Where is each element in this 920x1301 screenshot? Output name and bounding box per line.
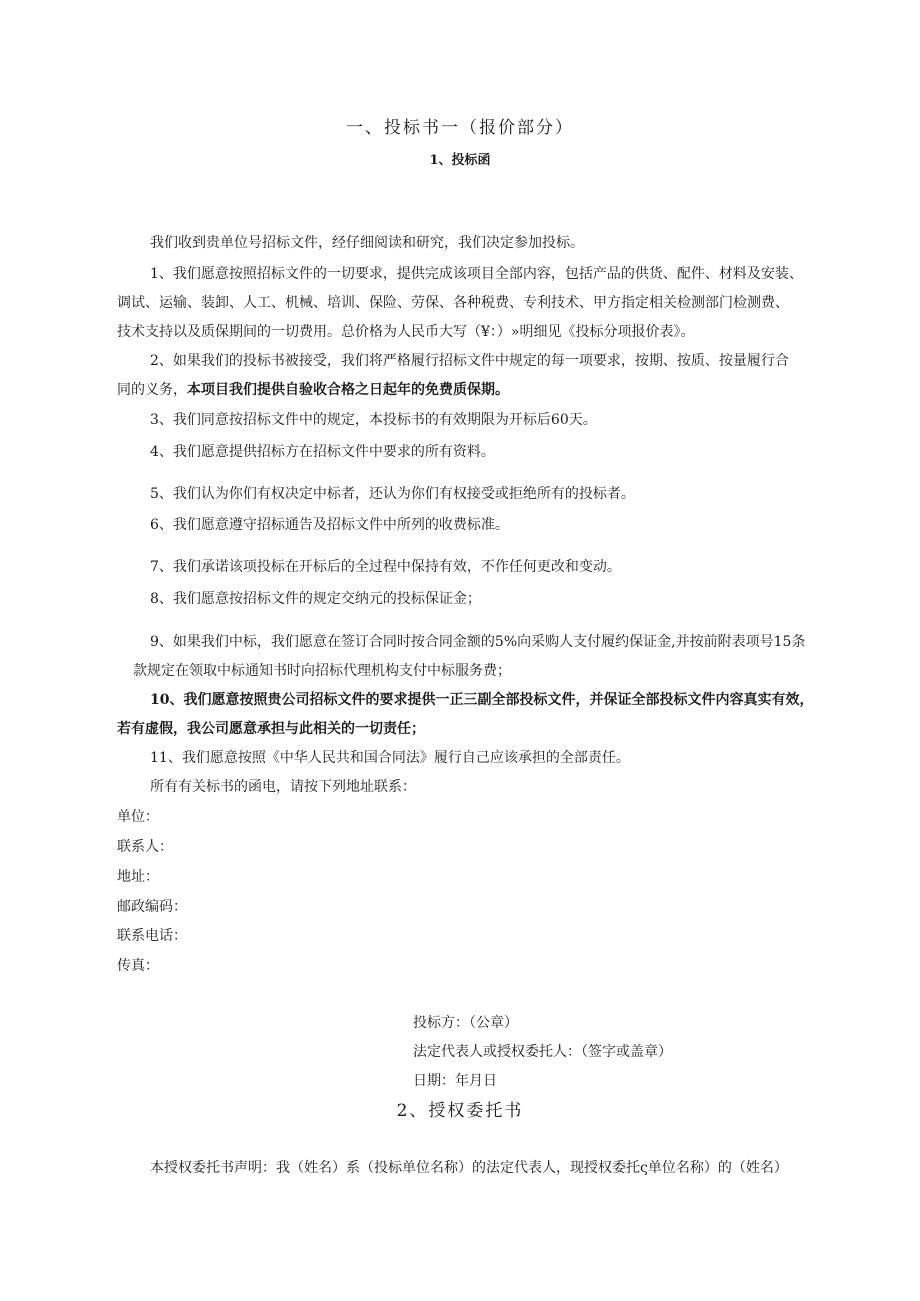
- item-2-line-1: 2、如果我们的投标书被接受，我们将严格履行招标文件中规定的每一项要求，按期、按质、按量履行合: [150, 353, 789, 369]
- section-heading: 一、投标书一（报价部分）: [346, 118, 574, 138]
- subsection-heading: 1、投标函: [429, 153, 491, 168]
- item-1-line-2: 调试、运输、装卸、人工、机械、培训、保险、劳保、各种税费、专利技术、甲方指定相关检测部门检测费、: [117, 295, 789, 311]
- contact-fax-label: 传真：: [117, 958, 159, 974]
- item-11: 11、我们愿意按照《中华人民共和国合同法》履行自己应该承担的全部责任。: [150, 750, 630, 766]
- item-7: 7、我们承诺该项投标在开标后的全过程中保持有效，不作任何更改和变动。: [150, 559, 621, 575]
- item-3: 3、我们同意按招标文件中的规定，本投标书的有效期限为开标后60天。: [150, 412, 597, 428]
- contact-postcode-label: 邮政编码：: [117, 899, 187, 915]
- item-9-line-1: 9、如果我们中标，我们愿意在签订合同时按合同金额的5%向采购人支付履约保证金,并按前附表项号15条: [150, 634, 806, 650]
- item-10-line-2: 若有虚假，我公司愿意承担与此相关的一切责任；: [117, 721, 425, 737]
- item-5: 5、我们认为你们有权决定中标者，还认为你们有权接受或拒绝所有的投标者。: [150, 486, 635, 502]
- contact-address-label: 地址：: [117, 869, 159, 885]
- section-2-paragraph: 本授权委托书声明：我（姓名）系（投标单位名称）的法定代表人，现授权委托ς单位名称）的（姓名）: [150, 1160, 788, 1176]
- item-6: 6、我们愿意遵守招标通告及招标文件中所列的收费标准。: [150, 517, 509, 533]
- contact-intro: 所有有关标书的函电，请按下列地址联系：: [150, 779, 416, 795]
- signature-representative: 法定代表人或授权委托人：（签字或盖章）: [413, 1044, 672, 1060]
- item-8: 8、我们愿意按招标文件的规定交纳元的投标保证金；: [150, 591, 481, 607]
- contact-phone-label: 联系电话：: [117, 928, 187, 944]
- item-9-line-2: 款规定在领取中标通知书时向招标代理机构支付中标服务费；: [133, 663, 511, 679]
- contact-person-label: 联系人：: [117, 839, 173, 855]
- item-2-text: 同的义务，: [117, 382, 187, 398]
- intro-paragraph: 我们收到贵单位号招标文件，经仔细阅读和研究，我们决定参加投标。: [150, 235, 584, 251]
- item-1-line-3: 技术支持以及质保期间的一切费用。总价格为人民币大写（¥：）»明细见《投标分项报价表》。: [117, 324, 695, 340]
- signature-date: 日期：年月日: [413, 1073, 497, 1089]
- item-10-line-1: 10、我们愿意按照贵公司招标文件的要求提供一正三副全部投标文件，并保证全部投标文件内容真实有效，: [150, 692, 814, 708]
- section-2-heading: 2、授权委托书: [396, 1101, 524, 1121]
- item-1-line-1: 1、我们愿意按照招标文件的一切要求，提供完成该项目全部内容，包括产品的供货、配件、材料及安装、: [150, 266, 803, 282]
- item-4: 4、我们愿意提供招标方在招标文件中要求的所有资料。: [150, 444, 495, 460]
- item-2-line-2: [117, 381, 509, 399]
- contact-unit-label: 单位：: [117, 809, 159, 825]
- item-2-warranty-bold: 本项目我们提供自验收合格之日起年的免费质保期。: [187, 382, 509, 398]
- signature-bidder: 投标方：（公章）: [413, 1015, 518, 1031]
